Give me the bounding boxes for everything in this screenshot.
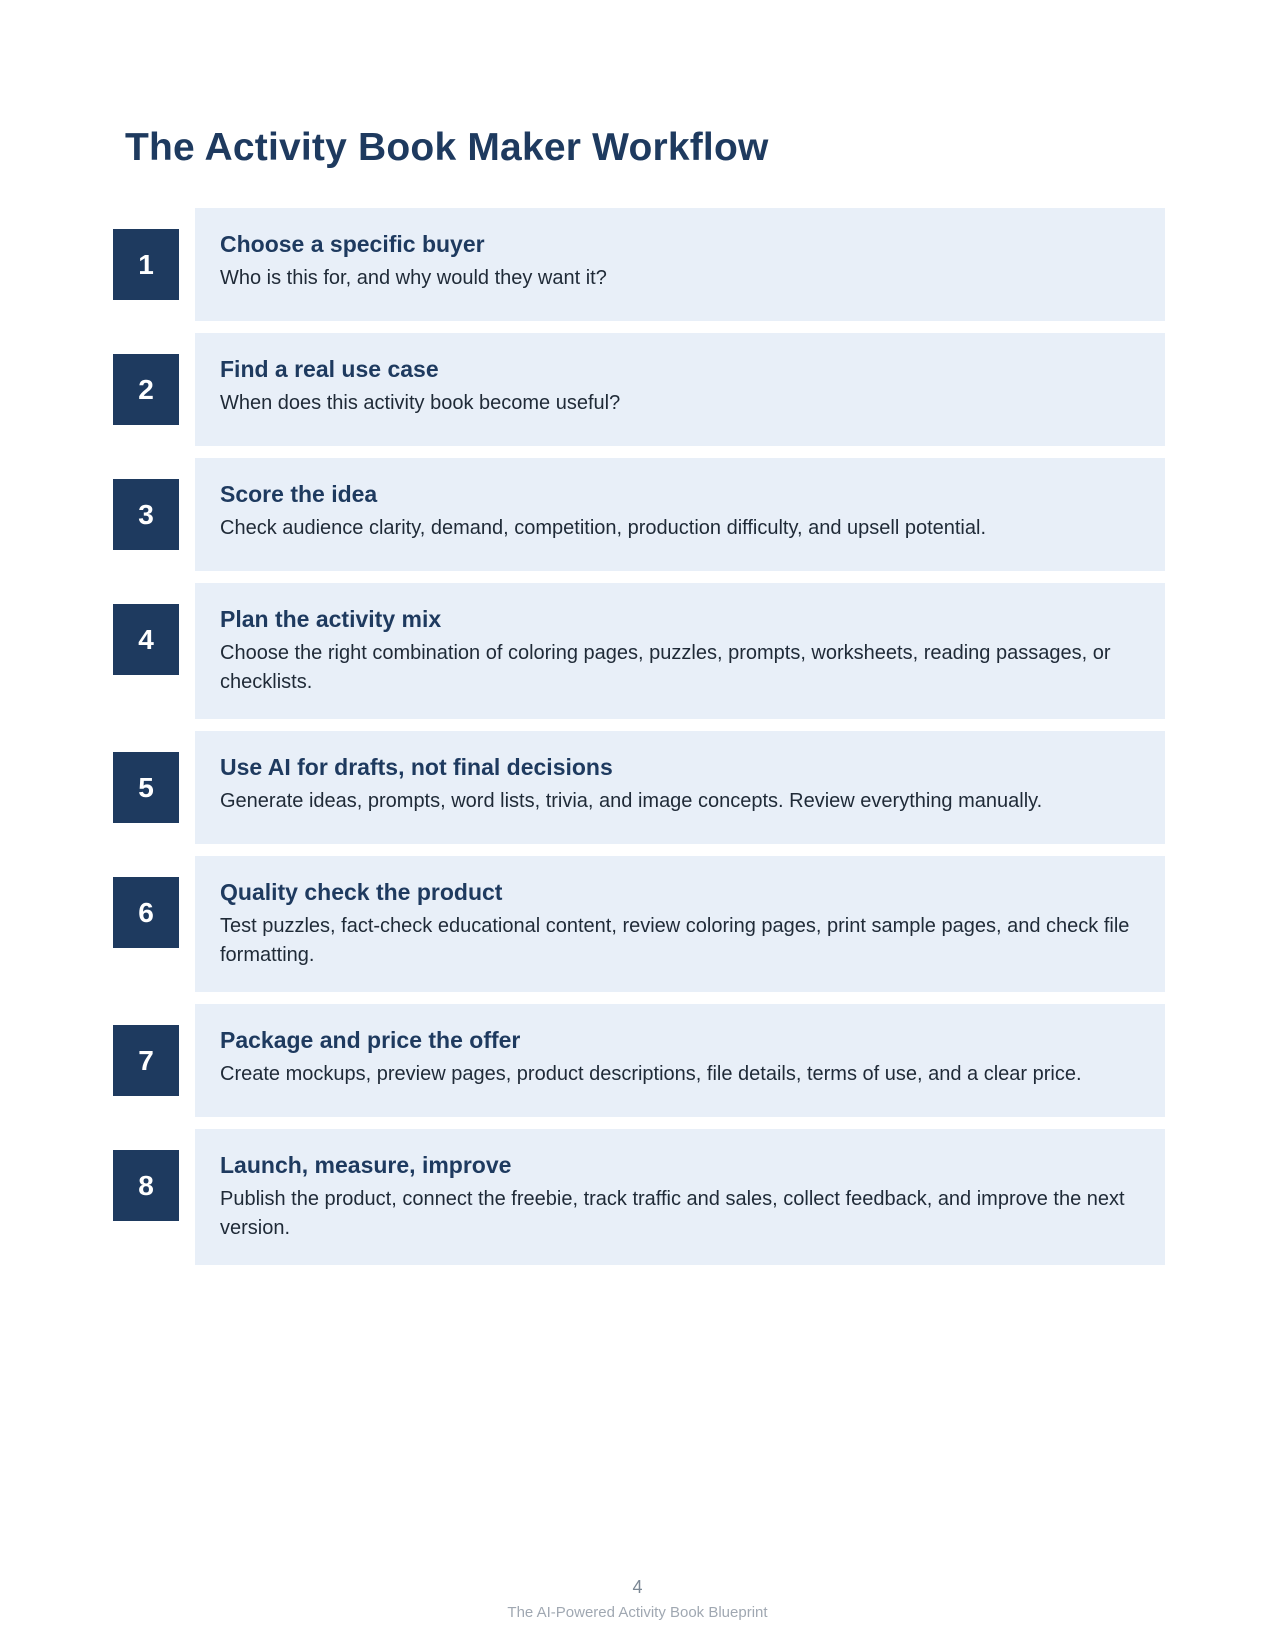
step-number-badge: 4 [113,604,179,675]
step-card [195,333,1165,446]
step-title: Find a real use case [220,356,439,382]
step-description: Test puzzles, fact-check educational content, review coloring pages, print sample pages, and check file formatting. [220,915,1130,966]
step-number-badge: 1 [113,229,179,300]
workflow-step-6 [113,856,1165,992]
step-number-badge: 5 [113,752,179,823]
workflow-step-7 [113,1004,1165,1117]
page-footer: The AI-Powered Activity Book Blueprint [507,1604,768,1621]
step-description: Publish the product, connect the freebie, track traffic and sales, collect feedback, and improve the next version. [220,1188,1125,1239]
step-card [195,583,1165,719]
step-number-badge: 3 [113,479,179,550]
workflow-step-8 [113,1129,1165,1265]
workflow-steps [113,208,1165,1277]
step-card [195,1004,1165,1117]
step-title: Launch, measure, improve [220,1152,512,1178]
step-title: Score the idea [220,481,378,507]
step-title: Package and price the offer [220,1027,521,1053]
workflow-step-4 [113,583,1165,719]
workflow-step-5 [113,731,1165,844]
workflow-step-1 [113,208,1165,321]
step-description: Create mockups, preview pages, product descriptions, file details, terms of use, and a clear price. [220,1063,1082,1085]
page-number: 4 [632,1577,643,1597]
step-description: When does this activity book become useful? [220,392,621,414]
step-number-badge: 2 [113,354,179,425]
step-card [195,856,1165,992]
step-number-badge: 7 [113,1025,179,1096]
step-card [195,731,1165,844]
step-title: Quality check the product [220,879,503,905]
step-title: Choose a specific buyer [220,231,485,257]
step-card [195,208,1165,321]
step-title: Plan the activity mix [220,606,442,632]
step-number-badge: 8 [113,1150,179,1221]
step-description: Who is this for, and why would they want it? [220,267,607,289]
step-title: Use AI for drafts, not final decisions [220,754,613,780]
workflow-step-2 [113,333,1165,446]
step-card [195,458,1165,571]
step-card [195,1129,1165,1265]
workflow-step-3 [113,458,1165,571]
step-description: Choose the right combination of coloring pages, puzzles, prompts, worksheets, reading passages, or checklists. [220,642,1111,693]
step-description: Generate ideas, prompts, word lists, trivia, and image concepts. Review everything manually. [220,790,1043,812]
step-description: Check audience clarity, demand, competition, production difficulty, and upsell potential. [220,517,986,539]
page-title: The Activity Book Maker Workflow [125,126,769,169]
step-number-badge: 6 [113,877,179,948]
